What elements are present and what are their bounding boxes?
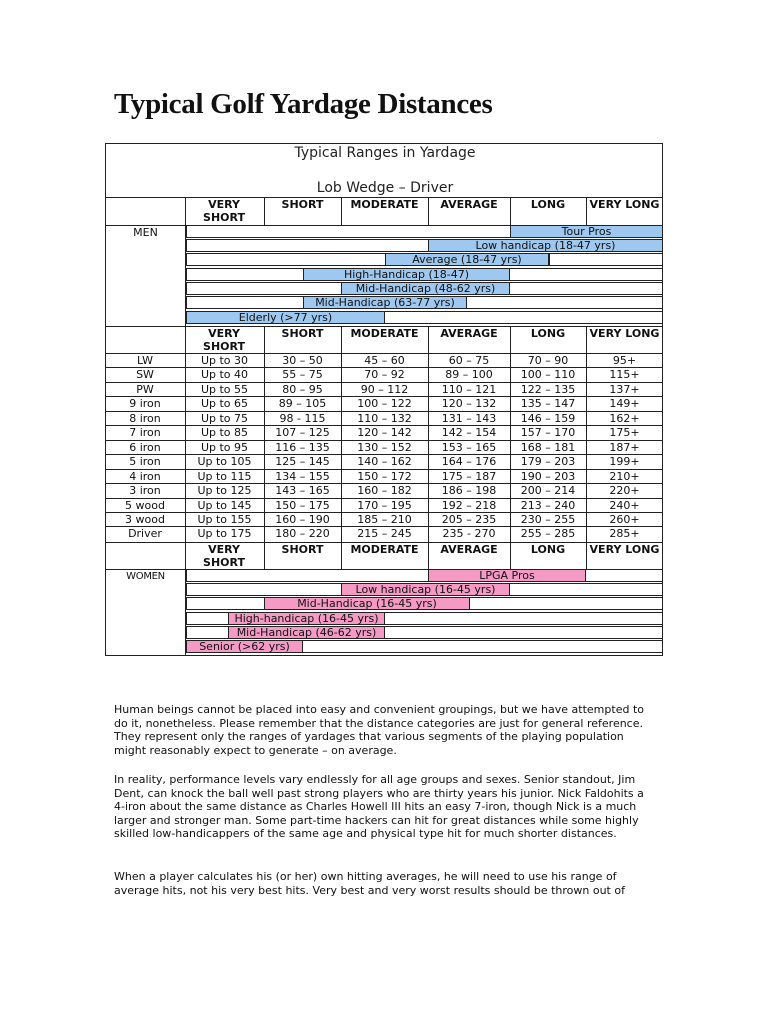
yardage-cell: 100 – 122 (357, 397, 412, 410)
yardage-cell: 150 – 172 (357, 470, 412, 483)
column-header-moderate: MODERATE (350, 198, 419, 211)
yardage-column-divider (341, 353, 342, 542)
club-name: 5 iron (129, 455, 161, 468)
table-caption-line1: Typical Ranges in Yardage (294, 145, 476, 161)
yardage-column-divider (264, 353, 265, 542)
yardage-cell: 107 – 125 (275, 426, 330, 439)
women-bar-4: High-handicap (16-45 yrs) (228, 612, 385, 625)
yardage-cell: 162+ (609, 412, 640, 425)
men-bar-3: Average (18-47 yrs) (385, 253, 549, 266)
yardage-cell: 70 – 90 (527, 354, 569, 367)
yardage-cell: 120 – 132 (441, 397, 497, 410)
women-bar-5: Mid-Handicap (46-62 yrs) (228, 626, 385, 639)
yardage-cell: Up to 175 (197, 527, 252, 540)
yardage-cell: 60 – 75 (448, 354, 490, 367)
yardage-cell: 89 – 100 (445, 368, 493, 381)
yardage-cell: 131 – 143 (441, 412, 497, 425)
yardage-cell: 260+ (609, 513, 640, 526)
column-header-very-long: VERY LONG (589, 198, 660, 211)
yardage-cell: 153 – 165 (441, 441, 497, 454)
yardage-cell: 235 - 270 (442, 527, 496, 540)
yardage-cell: 164 – 176 (441, 455, 497, 468)
yardage-cell: 149+ (609, 397, 640, 410)
yardage-cell: 186 – 198 (441, 484, 497, 497)
column-header-long: LONG (530, 543, 566, 556)
yardage-cell: 255 – 285 (520, 527, 576, 540)
yardage-column-divider (428, 353, 429, 542)
yardage-cell: 168 – 181 (520, 441, 576, 454)
yardage-cell: 120 – 142 (357, 426, 412, 439)
column-header-average: AVERAGE (440, 198, 498, 211)
column-header-moderate: MODERATE (350, 543, 419, 556)
yardage-cell: 175+ (609, 426, 640, 439)
men-bar-4: High-Handicap (18-47) (303, 268, 510, 281)
yardage-cell: 205 – 235 (441, 513, 497, 526)
yardage-cell: 179 – 203 (520, 455, 576, 468)
yardage-cell: 116 – 135 (275, 441, 330, 454)
women-bar-1: LPGA Pros (428, 569, 586, 582)
yardage-cell: 210+ (609, 470, 640, 483)
column-header-average: AVERAGE (440, 543, 498, 556)
yardage-cell: Up to 115 (197, 470, 252, 483)
club-name: 9 iron (129, 397, 161, 410)
yardage-cell: 187+ (609, 441, 640, 454)
yardage-cell: 125 – 145 (275, 455, 330, 468)
men-bar-track (549, 253, 663, 266)
column-header-short: SHORT (281, 543, 324, 556)
yardage-cell: 135 – 147 (520, 397, 576, 410)
paragraph-performance: In reality, performance levels vary endlessly for all age groups and sexes. Senior standout, Jim Dent, can knock the ball well past strong players who are thirty years his junior. Nick Faldohits a 4-iron about the same distance as Charles Howell III hits an easy 7-iron, though Nick is a much larger and stronger man. Some part-time hackers can hit for great distances while some highly skilled low-handicappers of the same age and physical type hit for much shorter distances. (114, 773, 644, 841)
club-name: SW (136, 368, 154, 381)
column-header-very-short: VERY SHORT (203, 543, 245, 569)
yardage-cell: Up to 30 (200, 354, 249, 367)
column-header-long: LONG (530, 198, 566, 211)
club-name: 4 iron (129, 470, 161, 483)
club-name: 3 iron (129, 484, 161, 497)
yardage-cell: Up to 155 (197, 513, 252, 526)
column-header-moderate: MODERATE (350, 327, 419, 340)
club-name: LW (137, 354, 153, 367)
column-header-average: AVERAGE (440, 327, 498, 340)
yardage-cell: 185 – 210 (357, 513, 412, 526)
header-row-divider (185, 326, 186, 354)
column-header-short: SHORT (281, 327, 324, 340)
paragraph-groupings: Human beings cannot be placed into easy and convenient groupings, but we have attempted to do it, nonetheless. Please remember that the distance categories are just for general reference. They represent only the ranges of yardages that various segments of the playing population might reasonably expect to generate – on average. (114, 703, 644, 757)
yardage-cell: 213 – 240 (520, 499, 576, 512)
men-bar-2: Low handicap (18-47 yrs) (428, 239, 663, 252)
yardage-cell: 190 – 203 (520, 470, 576, 483)
yardage-cell: Up to 125 (197, 484, 252, 497)
yardage-cell: Up to 40 (200, 368, 249, 381)
yardage-cell: 180 – 220 (275, 527, 330, 540)
yardage-column-divider (586, 353, 587, 542)
yardage-cell: 45 – 60 (364, 354, 405, 367)
column-header-short: SHORT (281, 198, 324, 211)
club-name: 3 wood (125, 513, 165, 526)
yardage-cell: 55 – 75 (282, 368, 323, 381)
club-name: 8 iron (129, 412, 161, 425)
yardage-cell: 80 – 95 (282, 383, 323, 396)
header-row-divider (185, 542, 186, 570)
yardage-cell: 215 – 245 (357, 527, 412, 540)
yardage-cell: 137+ (609, 383, 640, 396)
men-bar-5: Mid-Handicap (48-62 yrs) (341, 282, 510, 295)
yardage-cell: 220+ (609, 484, 640, 497)
table-caption-line2: Lob Wedge – Driver (316, 180, 454, 196)
column-header-very-long: VERY LONG (589, 543, 660, 556)
men-bar-1: Tour Pros (510, 225, 663, 238)
yardage-cell: 90 – 112 (360, 383, 409, 396)
yardage-cell: 170 – 195 (357, 499, 412, 512)
page-title: Typical Golf Yardage Distances (114, 88, 493, 120)
yardage-cell: 230 – 255 (520, 513, 576, 526)
yardage-cell: Up to 95 (200, 441, 249, 454)
club-name: 6 iron (129, 441, 161, 454)
yardage-cell: Up to 145 (197, 499, 252, 512)
women-bar-6: Senior (>62 yrs) (186, 640, 303, 653)
header-row-divider (185, 197, 186, 225)
yardage-cell: 160 – 182 (357, 484, 412, 497)
women-bar-track (186, 569, 663, 582)
women-section-label: WOMEN (126, 571, 165, 582)
men-bar-7: Elderly (>77 yrs) (186, 311, 385, 324)
column-header-very-short: VERY SHORT (203, 327, 245, 353)
club-name: Driver (128, 527, 162, 540)
yardage-cell: 150 – 175 (275, 499, 330, 512)
yardage-cell: 98 - 115 (279, 412, 326, 425)
men-bar-6: Mid-Handicap (63-77 yrs) (303, 296, 467, 309)
yardage-cell: 115+ (609, 368, 640, 381)
women-bar-2: Low handicap (16-45 yrs) (341, 583, 510, 596)
club-name: PW (136, 383, 154, 396)
yardage-cell: 134 – 155 (275, 470, 330, 483)
yardage-cell: 199+ (609, 455, 640, 468)
yardage-cell: 146 – 159 (520, 412, 576, 425)
yardage-column-divider (510, 353, 511, 542)
yardage-cell: 160 – 190 (275, 513, 330, 526)
yardage-cell: 200 – 214 (520, 484, 576, 497)
yardage-cell: 143 – 165 (275, 484, 330, 497)
yardage-cell: 175 – 187 (441, 470, 497, 483)
yardage-cell: Up to 105 (197, 455, 252, 468)
yardage-cell: 100 – 110 (520, 368, 576, 381)
yardage-cell: 130 – 152 (357, 441, 412, 454)
yardage-cell: 110 – 121 (441, 383, 497, 396)
yardage-cell: 30 – 50 (282, 354, 323, 367)
column-header-very-long: VERY LONG (589, 327, 660, 340)
yardage-cell: Up to 75 (200, 412, 249, 425)
yardage-cell: 122 – 135 (520, 383, 576, 396)
yardage-cell: 95+ (612, 354, 637, 367)
yardage-cell: 89 – 105 (278, 397, 327, 410)
column-header-long: LONG (530, 327, 566, 340)
women-bar-3: Mid-Handicap (16-45 yrs) (264, 597, 470, 610)
yardage-cell: 140 – 162 (357, 455, 412, 468)
yardage-cell: 285+ (609, 527, 640, 540)
yardage-cell: Up to 85 (200, 426, 249, 439)
club-name: 7 iron (129, 426, 161, 439)
yardage-cell: 157 – 170 (520, 426, 576, 439)
yardage-cell: 70 – 92 (364, 368, 405, 381)
paragraph-averages: When a player calculates his (or her) own hitting averages, he will need to use his range of average hits, not his very best hits. Very best and very worst results should be thrown out of (114, 870, 625, 897)
yardage-cell: 142 – 154 (441, 426, 497, 439)
yardage-cell: Up to 55 (200, 383, 249, 396)
yardage-cell: Up to 65 (200, 397, 249, 410)
column-header-very-short: VERY SHORT (203, 198, 245, 224)
men-section-label: MEN (133, 226, 158, 239)
club-name: 5 wood (125, 499, 165, 512)
yardage-cell: 110 – 132 (357, 412, 412, 425)
yardage-cell: 192 – 218 (441, 499, 497, 512)
yardage-cell: 240+ (609, 499, 640, 512)
